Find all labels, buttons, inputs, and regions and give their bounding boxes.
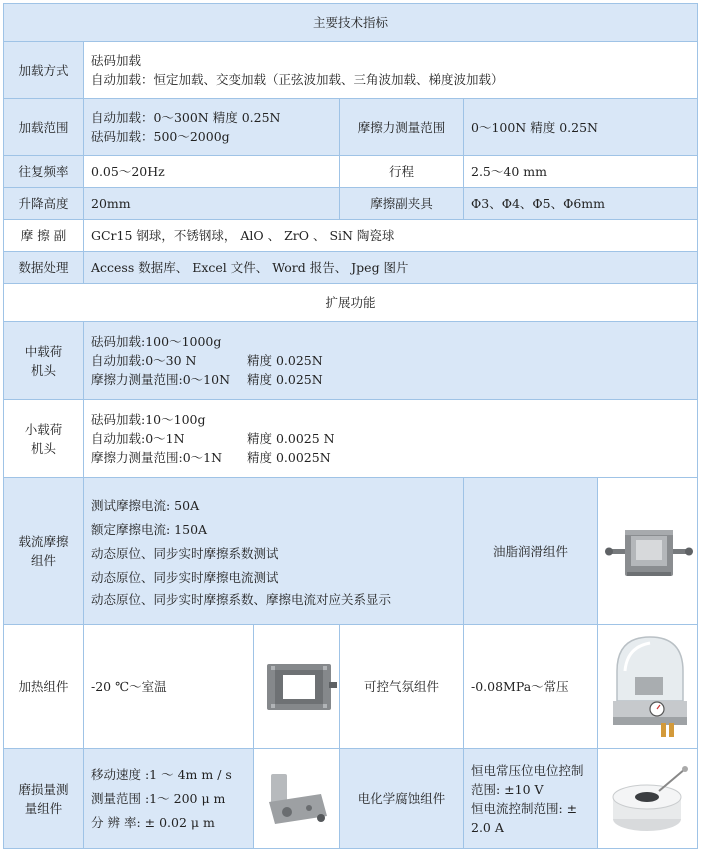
- wear-value: [84, 749, 254, 849]
- mid-line3: [91, 370, 690, 389]
- wear-label-line2: 量组件: [24, 800, 63, 816]
- mid-load-label-line1: 中载荷: [24, 343, 63, 359]
- frequency-label: 往复频率: [4, 156, 84, 188]
- small-load-label: [4, 400, 84, 478]
- heating-stage-image: [261, 656, 337, 718]
- clamp-label: 摩擦副夹具: [340, 188, 464, 220]
- ext-section-title: 扩展功能: [4, 284, 698, 322]
- current-friction-value: [84, 478, 464, 625]
- small-line3b: 精度 0.0025N: [247, 450, 331, 465]
- mid-line3a: 摩擦力测量范围:0～10N: [91, 372, 231, 387]
- current-label-line2: 组件: [30, 553, 56, 568]
- current-label-line1: 载流摩擦: [18, 534, 69, 549]
- load-range-label: 加载范围: [4, 99, 84, 156]
- lift-value: 20mm: [84, 188, 340, 220]
- mid-line3b: 精度 0.025N: [247, 372, 323, 387]
- atmosphere-value: -0.08MPa～常压: [464, 625, 598, 749]
- small-line2a: 自动加载:0～1N: [91, 431, 185, 446]
- echem-line2: 恒电流控制范围: ± 2.0 A: [471, 800, 578, 835]
- atmosphere-photo: [598, 625, 698, 749]
- current-line4: 动态原位、同步实时摩擦电流测试: [91, 569, 279, 585]
- friction-range-label: 摩擦力测量范围: [340, 99, 464, 156]
- mid-load-label: [4, 322, 84, 400]
- load-mode-label: 加载方式: [4, 42, 84, 99]
- heating-label: 加热组件: [4, 625, 84, 749]
- data-label: 数据处理: [4, 252, 84, 284]
- wear-line1: 移动速度 :1 ～ 4m m / s: [91, 766, 232, 782]
- wear-photo: [254, 749, 340, 849]
- pair-label: 摩 擦 副: [4, 220, 84, 252]
- grease-photo: [598, 478, 698, 625]
- load-mode-value: [84, 42, 698, 99]
- small-line2b: 精度 0.0025 N: [247, 431, 335, 446]
- pair-value: GCr15 钢球，不锈钢球， AlO 、 ZrO 、 SiN 陶瓷球: [84, 220, 698, 252]
- wear-line2: 测量范围 :1～ 200 μ m: [91, 790, 226, 806]
- echem-value: [464, 749, 598, 849]
- heating-photo: [254, 625, 340, 749]
- mid-line2b: 精度 0.025N: [247, 353, 323, 368]
- small-line2: [91, 429, 690, 448]
- wear-line3: 分 辨 率: ± 0.02 μ m: [91, 814, 215, 830]
- load-mode-line1: 砝码加载: [91, 53, 142, 68]
- friction-range-value: 0～100N 精度 0.25N: [464, 99, 698, 156]
- load-range-line2: 砝码加载：500～2000g: [91, 129, 230, 144]
- heating-value: -20 ℃～室温: [84, 625, 254, 749]
- main-section-title: 主要技术指标: [4, 4, 698, 42]
- small-line3a: 摩擦力测量范围:0～1N: [91, 450, 223, 465]
- atmosphere-chamber-image: [605, 631, 695, 743]
- current-line5: 动态原位、同步实时摩擦系数、摩擦电流对应关系显示: [91, 591, 392, 607]
- current-friction-label: [4, 478, 84, 625]
- echem-line1: 恒电常压位电位控制范围: ±10 V: [471, 762, 584, 797]
- small-load-label-line1: 小载荷: [24, 421, 63, 437]
- wear-sensor-image: [261, 766, 335, 832]
- mid-line2a: 自动加载:0～30 N: [91, 353, 197, 368]
- data-value: Access 数据库、 Excel 文件、 Word 报告、 Jpeg 图片: [84, 252, 698, 284]
- small-line3: [91, 448, 690, 467]
- small-line1: 砝码加载:10～100g: [91, 412, 206, 427]
- current-line3: 动态原位、同步实时摩擦系数测试: [91, 545, 279, 561]
- current-line2: 额定摩擦电流: 150A: [91, 521, 208, 537]
- atmosphere-label: 可控气氛组件: [340, 625, 464, 749]
- lift-label: 升降高度: [4, 188, 84, 220]
- clamp-value: Φ3、Φ4、Φ5、Φ6mm: [464, 188, 698, 220]
- load-range-line1: 自动加载：0～300N 精度 0.25N: [91, 110, 281, 125]
- mid-load-value: [84, 322, 698, 400]
- load-mode-line2: 自动加载：恒定加载、交变加载（正弦波加载、三角波加载、梯度波加载）: [91, 72, 504, 87]
- stroke-value: 2.5～40 mm: [464, 156, 698, 188]
- small-load-value: [84, 400, 698, 478]
- frequency-value: 0.05～20Hz: [84, 156, 340, 188]
- spec-table: [3, 3, 698, 849]
- echem-label: 电化学腐蚀组件: [340, 749, 464, 849]
- small-load-label-line2: 机头: [30, 440, 56, 456]
- current-line1: 测试摩擦电流: 50A: [91, 497, 200, 513]
- mid-line2: [91, 351, 690, 370]
- mid-load-label-line2: 机头: [30, 362, 56, 378]
- stroke-label: 行程: [340, 156, 464, 188]
- wear-label: [4, 749, 84, 849]
- grease-label: 油脂润滑组件: [464, 478, 598, 625]
- load-range-value: [84, 99, 340, 156]
- wear-label-line1: 磨损量测: [18, 781, 69, 797]
- echem-photo: [598, 749, 698, 849]
- echem-cell-image: [605, 755, 695, 843]
- mid-line1: 砝码加载:100～1000g: [91, 334, 222, 349]
- grease-fixture-image: [605, 516, 693, 586]
